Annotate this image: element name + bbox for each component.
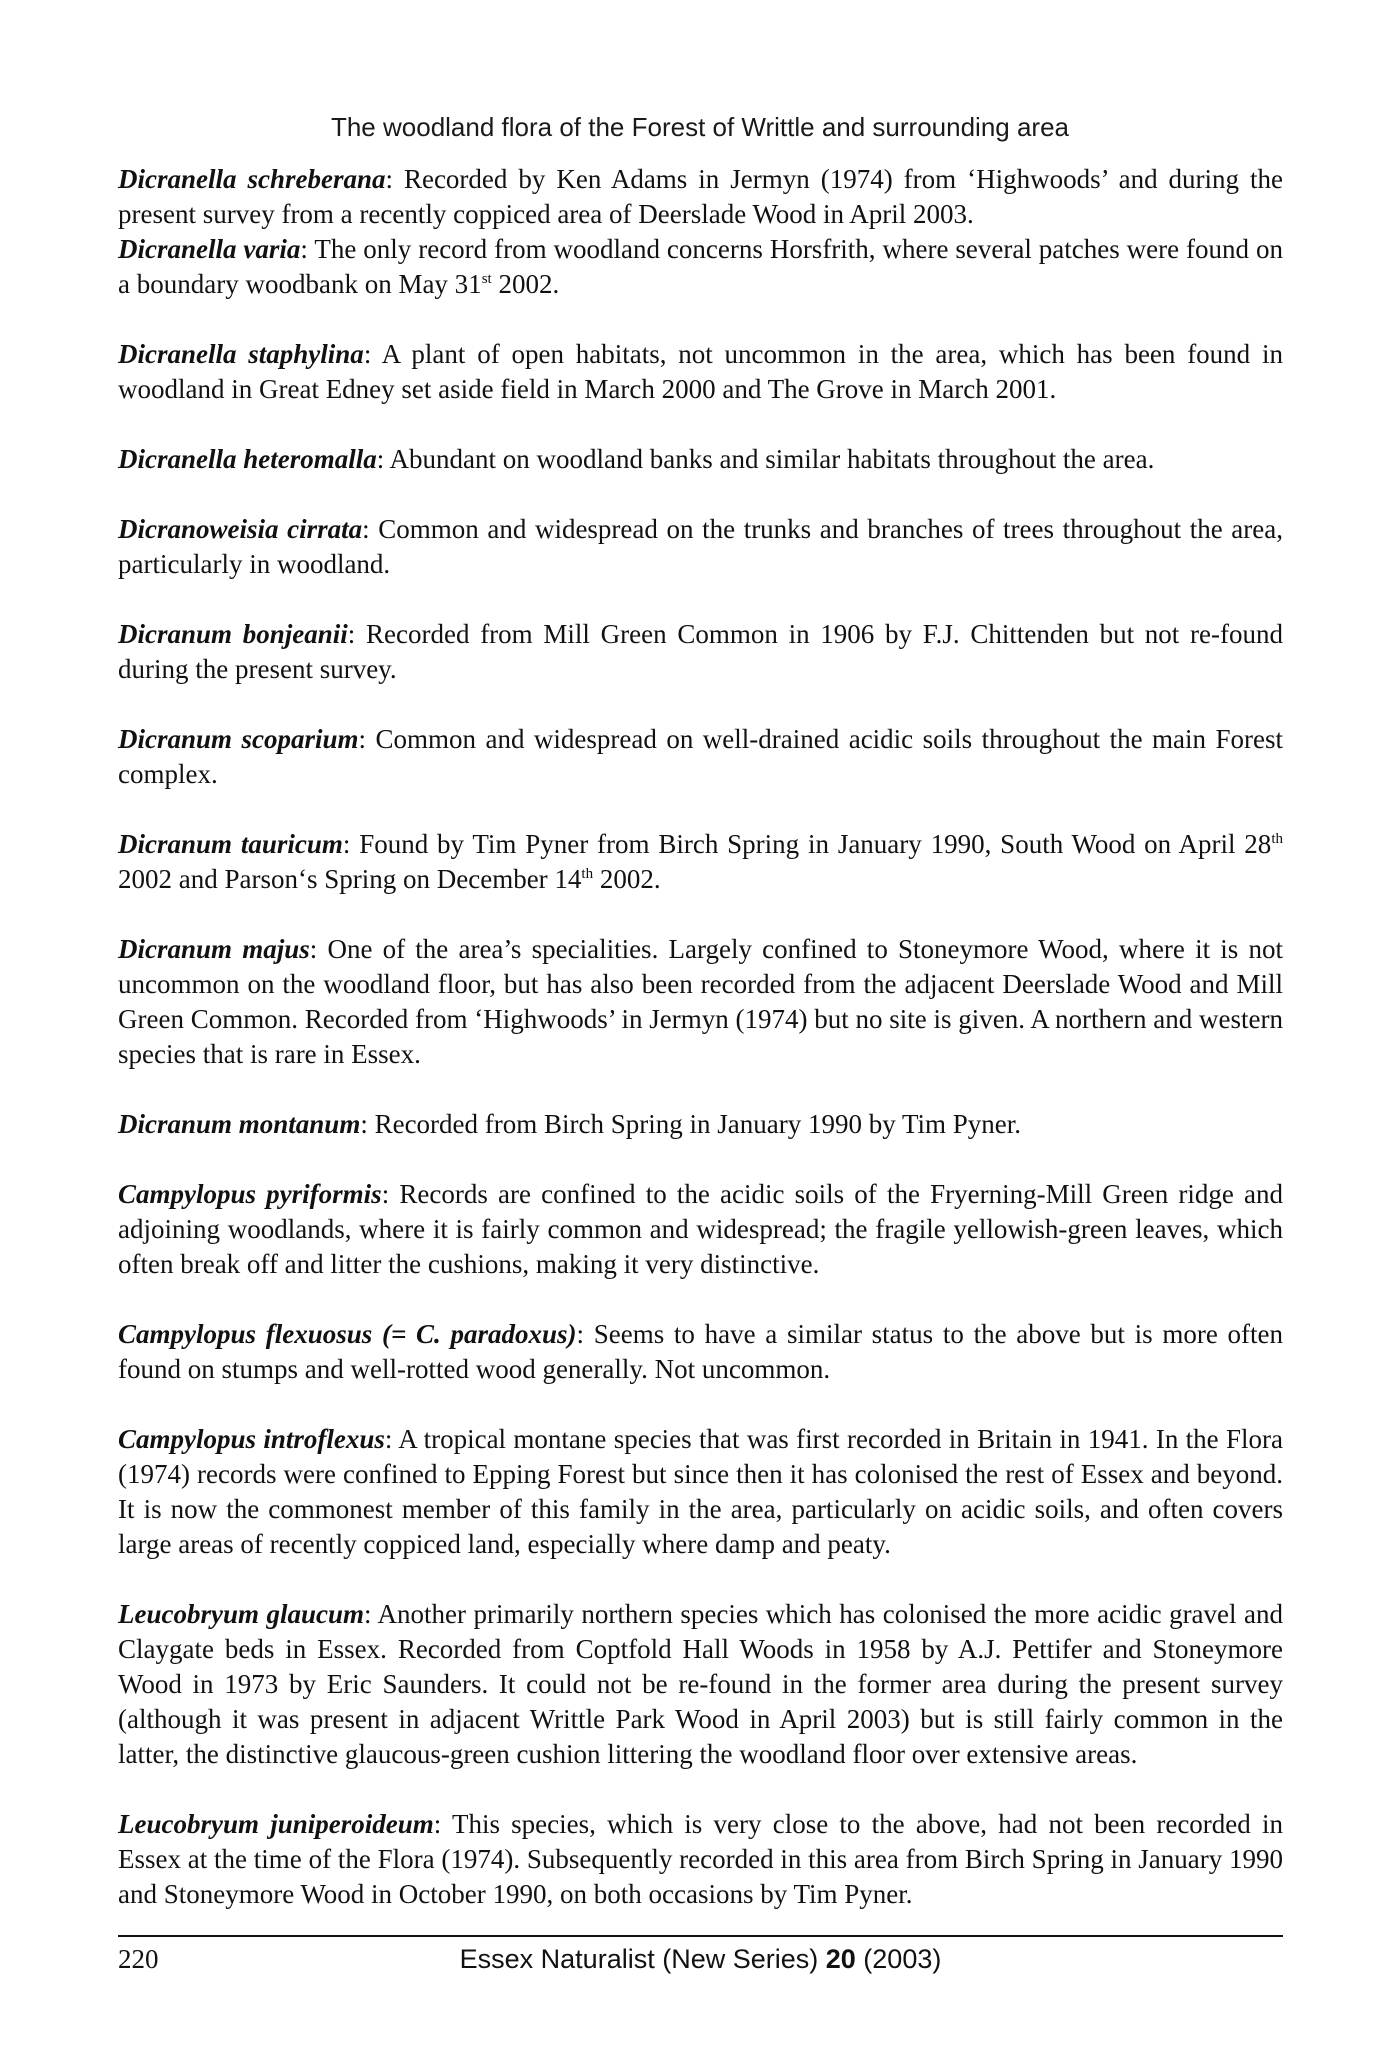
entry-leucobryum-juniperoideum: [118, 1807, 1283, 1912]
entry-dicranoweisia-cirrata: [118, 512, 1283, 582]
page-number: 220: [118, 1944, 159, 1974]
entry-text: : Seems to have a similar status to the above but is more often found on stumps and well-rotted wood generally. Not uncommon.: [118, 1319, 1283, 1384]
entry-dicranum-tauricum: [118, 827, 1283, 897]
article-body: [118, 162, 1283, 1947]
taxon-name: Dicranoweisia cirrata: [118, 514, 363, 544]
entry-dicranum-montanum: [118, 1107, 1283, 1142]
taxon-name: Campylopus pyriformis: [118, 1179, 382, 1209]
entry-text: : Common and widespread on the trunks and branches of trees throughout the area, particularly in woodland.: [118, 514, 1284, 579]
taxon-name: Dicranum bonjeanii: [118, 619, 348, 649]
journal-year: (2003): [855, 1944, 942, 1974]
entry-text: : Recorded from Birch Spring in January 1990 by Tim Pyner.: [360, 1109, 1022, 1139]
taxon-name: Dicranum tauricum: [118, 829, 343, 859]
entry-text: : This species, which is very close to the above, had not been recorded in Essex at the time of the Flora (1974). Subsequently recorded in this area from Birch Spring in January 1990 and Stoneymore Wood in October 1990, on both occasions by Tim Pyner.: [118, 1809, 1283, 1909]
entry-text: : Common and widespread on well-drained acidic soils throughout the main Forest complex.: [118, 724, 1283, 789]
entry-text-continued: 2002 and Parson‘s Spring on December 14: [118, 864, 582, 894]
entry-text: : One of the area’s specialities. Largely confined to Stoneymore Wood, where it is not uncommon on the woodland floor, but has also been recorded from the adjacent Deerslade Wood and Mill Green Common. Recorded from ‘Highwoods’ in Jermyn (1974) but no site is given. A northern and western species that is rare in Essex.: [118, 934, 1283, 1069]
ordinal-suffix: th: [1271, 831, 1283, 847]
entry-text: : Found by Tim Pyner from Birch Spring in January 1990, South Wood on April 28: [342, 829, 1272, 859]
entry-text: : Recorded by Ken Adams in Jermyn (1974) from ‘Highwoods’ and during the present survey from a recently coppiced area of Deerslade Wood in April 2003.: [118, 164, 1284, 229]
entry-campylopus-flexuosus: [118, 1317, 1283, 1387]
entry-text-continued: 2002.: [491, 269, 560, 299]
entry-campylopus-pyriformis: [118, 1177, 1283, 1282]
taxon-name: Dicranella heteromalla: [118, 444, 377, 474]
entry-text: : A plant of open habitats, not uncommon in the area, which has been found in woodland in Great Edney set aside field in March 2000 and The Grove in March 2001.: [118, 339, 1283, 404]
taxon-name: Dicranum scoparium: [118, 724, 359, 754]
taxon-name: Dicranella varia: [118, 234, 301, 264]
entry-text: : Records are confined to the acidic soils of the Fryerning-Mill Green ridge and adjoining woodlands, where it is fairly common and widespread; the fragile yellowish-green leaves, which often break off and litter the cushions, making it very distinctive.: [118, 1179, 1283, 1279]
taxon-name: Dicranum montanum: [118, 1109, 361, 1139]
entry-leucobryum-glaucum: [118, 1597, 1283, 1772]
journal-volume: 20: [825, 1944, 856, 1974]
taxon-name: Campylopus flexuosus (= C. paradoxus): [118, 1319, 577, 1349]
entry-dicranum-bonjeanii: [118, 617, 1283, 687]
journal-title: Essex Naturalist (New Series): [459, 1944, 826, 1974]
entry-text: : Another primarily northern species which has colonised the more acidic gravel and Claygate beds in Essex. Recorded from Coptfold Hall Woods in 1958 by A.J. Pettifer and Stoneymore Wood in 1973 by Eric Saunders. It could not be re-found in the former area during the present survey (although it was present in adjacent Writtle Park Wood in April 2003) but is still fairly common in the latter, the distinctive glaucous-green cushion littering the woodland floor over extensive areas.: [118, 1599, 1283, 1769]
taxon-name: Leucobryum juniperoideum: [118, 1809, 434, 1839]
entry-text: : Recorded from Mill Green Common in 1906 by F.J. Chittenden but not re-found during the present survey.: [118, 619, 1283, 684]
ordinal-suffix: st: [481, 271, 492, 287]
taxon-name: Dicranella staphylina: [118, 339, 364, 369]
entry-text-continued: 2002.: [593, 864, 661, 894]
taxon-name: Campylopus introflexus: [118, 1424, 385, 1454]
entry-dicranum-scoparium: [118, 722, 1283, 792]
taxon-name: Dicranum majus: [118, 934, 310, 964]
entry-text: : The only record from woodland concerns Horsfrith, where several patches were found on a boundary woodbank on May 31: [118, 234, 1283, 299]
entry-campylopus-introflexus: [118, 1422, 1283, 1562]
running-head: The woodland flora of the Forest of Writtle and surrounding area: [330, 112, 1070, 142]
taxon-name: Leucobryum glaucum: [118, 1599, 364, 1629]
entry-dicranella-staphylina: [118, 337, 1283, 407]
entry-text: : A tropical montane species that was first recorded in Britain in 1941. In the Flora (1974) records were confined to Epping Forest but since then it has colonised the rest of Essex and beyond. It is now the commonest member of this family in the area, particularly on acidic soils, and often covers large areas of recently coppiced land, especially where damp and peaty.: [118, 1424, 1283, 1559]
taxon-name: Dicranella schreberana: [118, 164, 386, 194]
page-footer: [118, 1944, 1283, 1984]
entry-dicranella-schreberana: [118, 162, 1283, 232]
journal-citation: [118, 1944, 1283, 1975]
entry-text: : Abundant on woodland banks and similar habitats throughout the area.: [376, 444, 1155, 474]
entry-dicranum-majus: [118, 932, 1283, 1072]
entry-dicranella-heteromalla: [118, 442, 1283, 477]
ordinal-suffix: th: [581, 866, 594, 882]
entry-dicranella-varia: [118, 232, 1283, 302]
footer-divider: [118, 1935, 1283, 1937]
